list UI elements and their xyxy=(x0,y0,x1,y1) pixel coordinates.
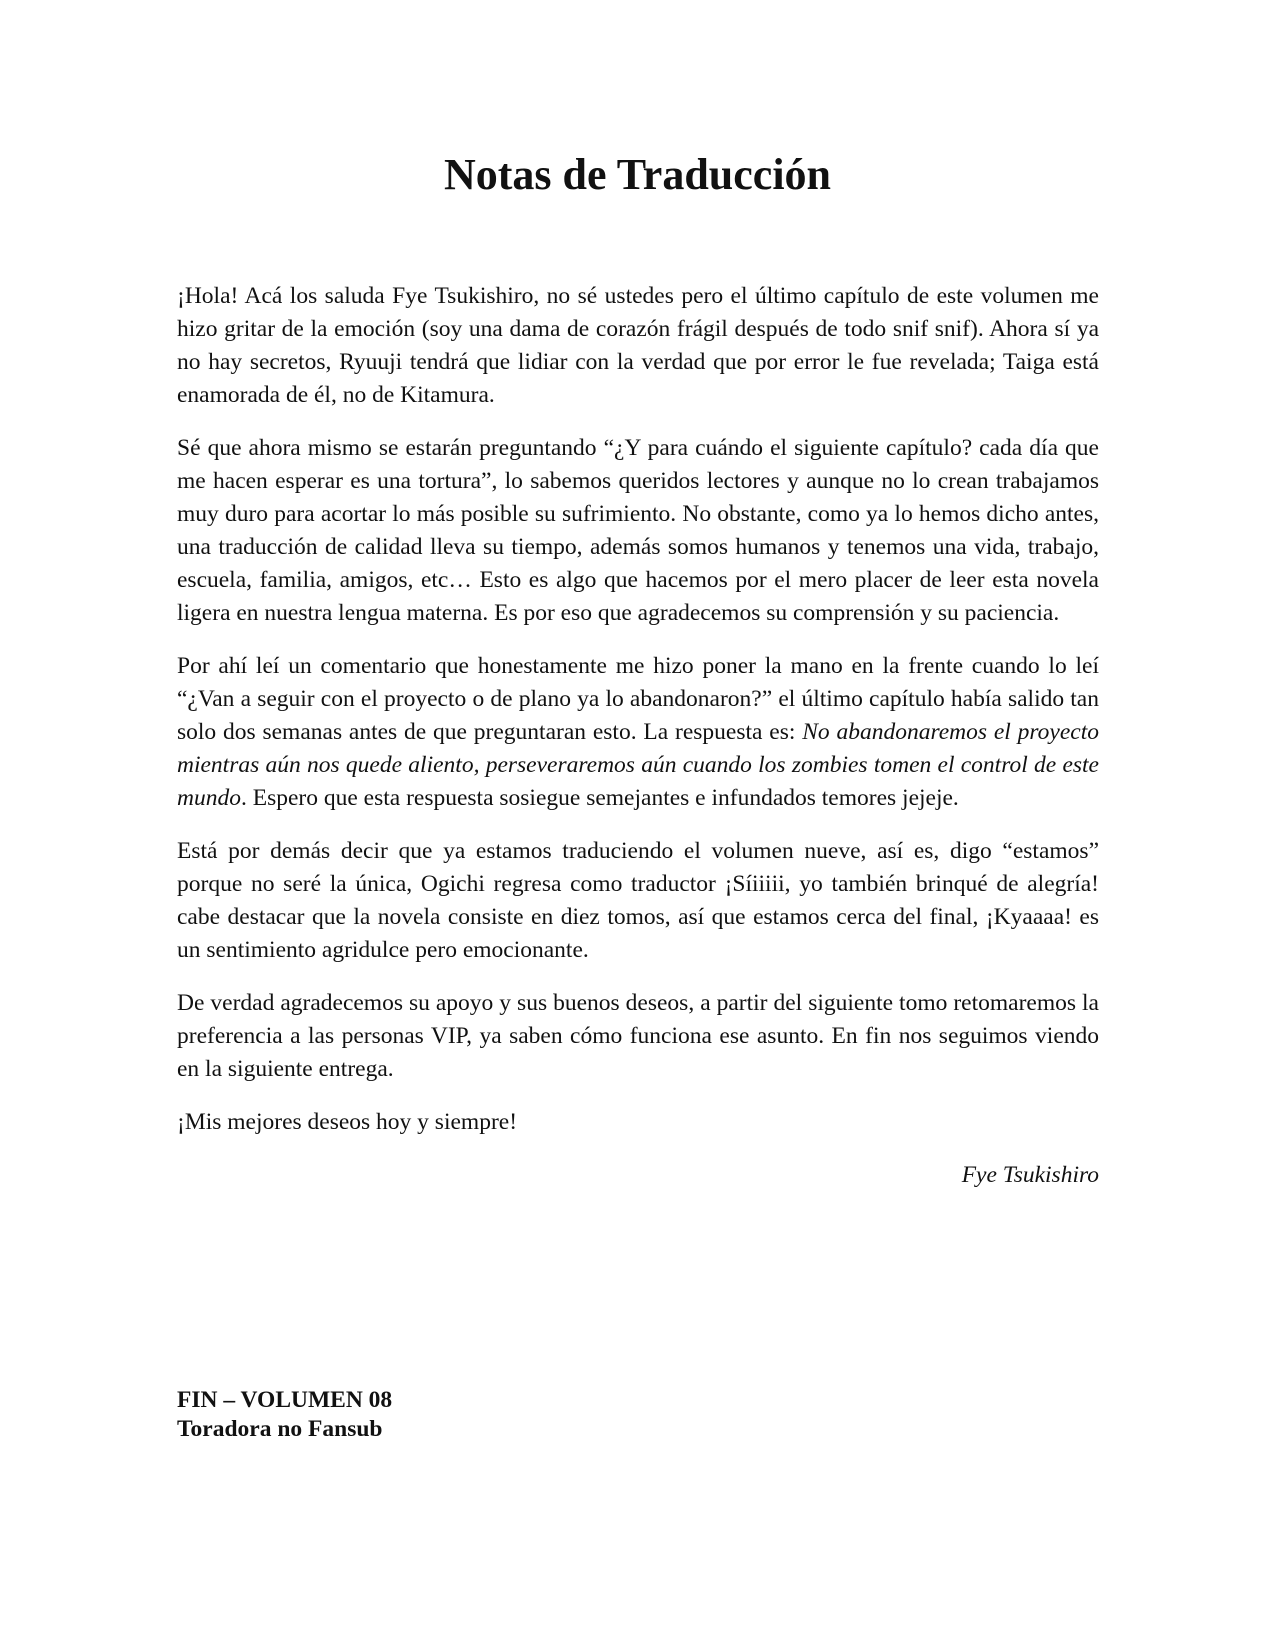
paragraph-project-status-emphasis: No abandonaremos el proyecto mientras aún nos quede aliento, perseveraremos aún cuando los zombies tomen el control de este mundo xyxy=(177,719,1099,811)
footer-end-volume: FIN – VOLUMEN 08 xyxy=(177,1387,393,1413)
paragraph-project-status-start: Por ahí leí un comentario que honestamente me hizo poner la mano en la frente cuando lo leí “¿Van a seguir con el proyecto o de plano ya lo abandonaron?” el último capítulo había salido tan solo dos semanas antes de que preguntaran esto. La respuesta es: xyxy=(177,653,1099,745)
paragraph-project-status-end: . Espero que esta respuesta sosiegue semejantes e infundados temores jejeje. xyxy=(240,785,959,811)
paragraph-volume-nine: Está por demás decir que ya estamos traduciendo el volumen nueve, así es, digo “estamos” porque no seré la única, Ogichi regresa como traductor ¡Síiiiii, yo también brinqué de alegría! cabe destacar que la novela consiste en diez tomos, así que estamos cerca del final, ¡Kyaaaa! es un sentimiento agridulce pero emocionante. xyxy=(177,838,1099,963)
document-body xyxy=(177,280,1099,1212)
page-title: Notas de Traducción xyxy=(443,150,832,199)
paragraph-waiting: Sé que ahora mismo se estarán preguntando “¿Y para cuándo el siguiente capítulo? cada día que me hacen esperar es una tortura”, lo sabemos queridos lectores y aunque no lo crean trabajamos muy duro para acortar lo más posible su sufrimiento. No obstante, como ya lo hemos dicho antes, una traducción de calidad lleva su tiempo, además somos humanos y tenemos una vida, trabajo, escuela, familia, amigos, etc… Esto es algo que hacemos por el mero placer de leer esta novela ligera en nuestra lengua materna. Es por eso que agradecemos su comprensión y su paciencia. xyxy=(177,435,1099,626)
paragraph-thanks: De verdad agradecemos su apoyo y sus buenos deseos, a partir del siguiente tomo retomaremos la preferencia a las personas VIP, ya saben cómo funciona ese asunto. En fin nos seguimos viendo en la siguiente entrega. xyxy=(177,990,1099,1082)
signature: Fye Tsukishiro xyxy=(961,1162,1099,1188)
footer-fansub-name: Toradora no Fansub xyxy=(177,1416,383,1442)
paragraph-project-status xyxy=(177,650,1099,815)
paragraph-best-wishes: ¡Mis mejores deseos hoy y siempre! xyxy=(177,1109,518,1135)
paragraph-greeting: ¡Hola! Acá los saluda Fye Tsukishiro, no sé ustedes pero el último capítulo de este volumen me hizo gritar de la emoción (soy una dama de corazón frágil después de todo snif snif). Ahora sí ya no hay secretos, Ryuuji tendrá que lidiar con la verdad que por error le fue revelada; Taiga está enamorada de él, no de Kitamura. xyxy=(177,283,1099,408)
footer xyxy=(177,1386,392,1444)
